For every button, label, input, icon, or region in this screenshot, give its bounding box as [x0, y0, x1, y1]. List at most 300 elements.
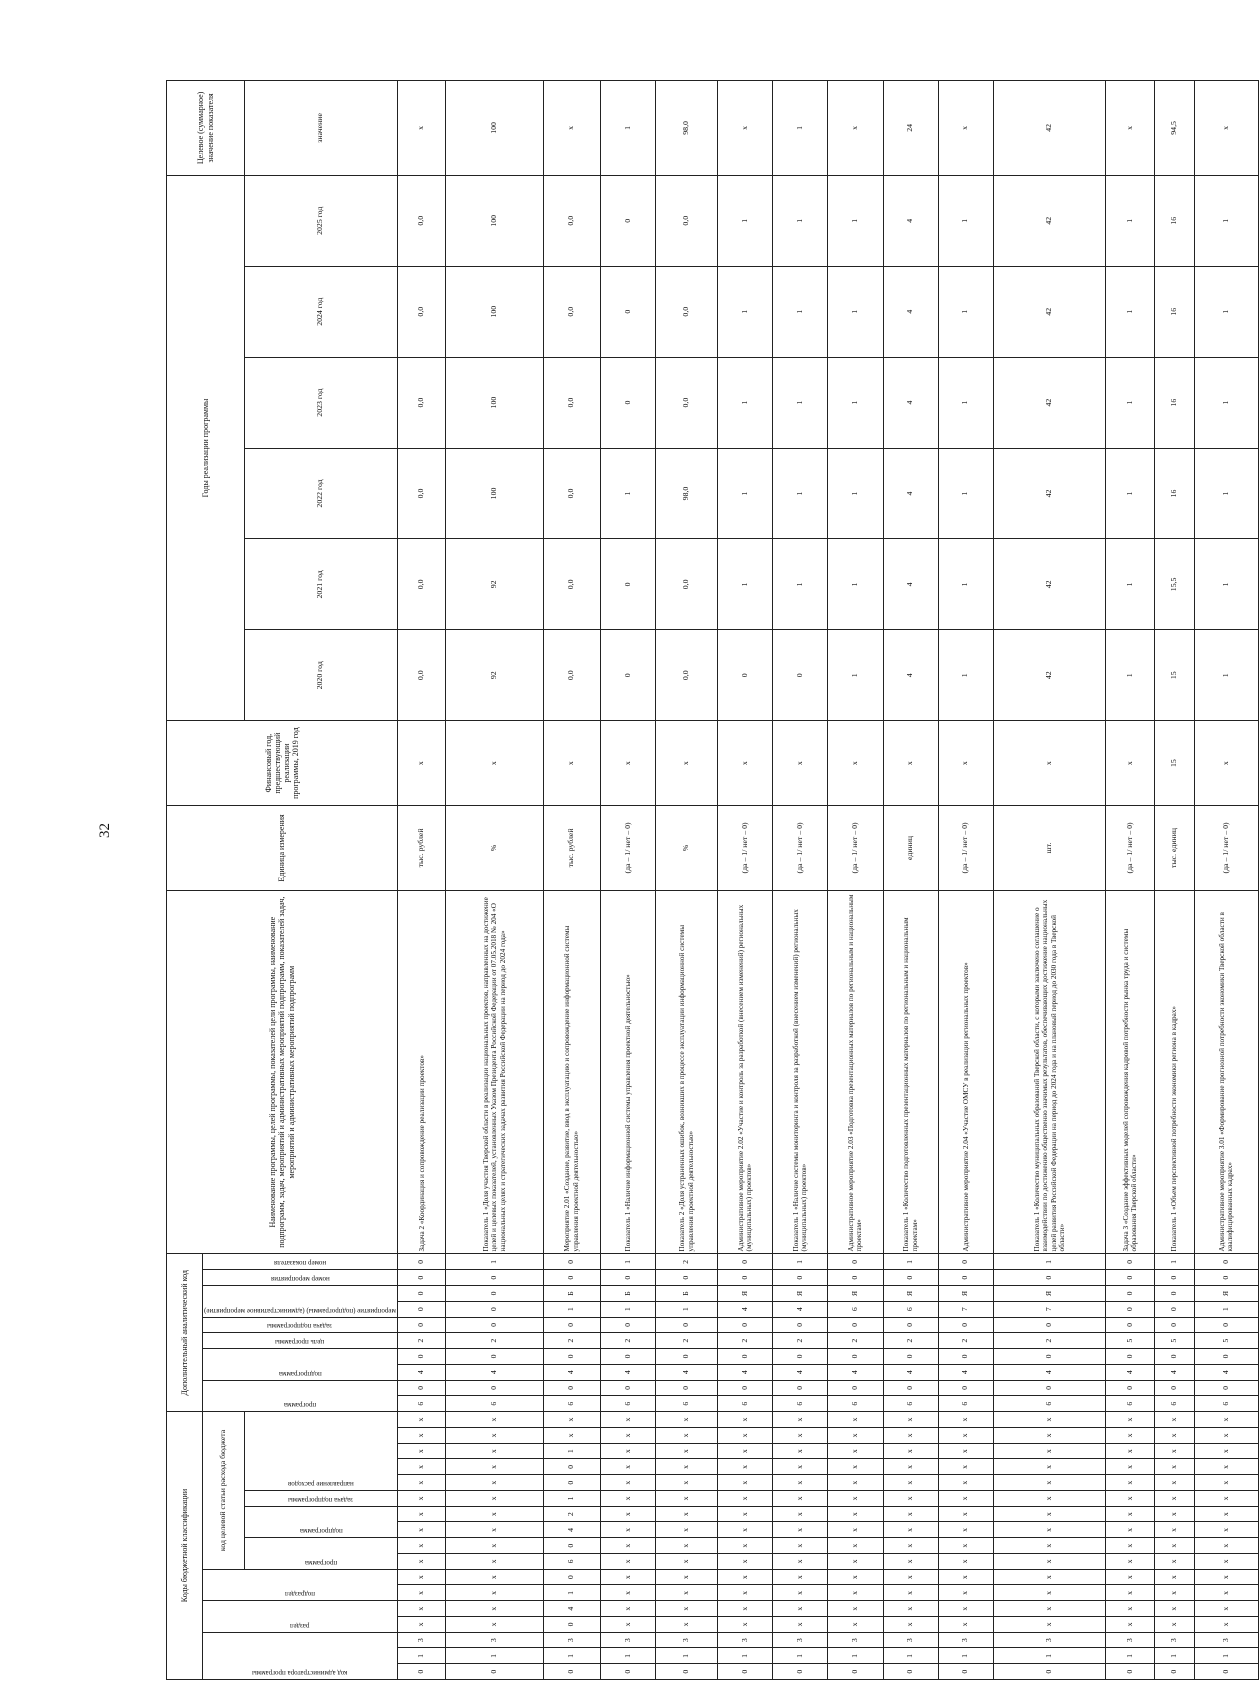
budget-code-cell: x: [1194, 1601, 1258, 1617]
additional-code-cell: 7: [938, 1301, 993, 1317]
budget-code-cell: x: [1106, 1428, 1155, 1444]
budget-code-cell: 3: [828, 1632, 883, 1648]
row-name: Административное мероприятие 3.01 «Формирование прогнозной потребности экономики Тверской области в квалифицированных кадрах»: [1194, 890, 1258, 1254]
budget-code-cell: x: [993, 1569, 1106, 1585]
row-base-year-value: x: [1194, 721, 1258, 806]
additional-code-cell: 0: [1155, 1349, 1195, 1365]
additional-code-cell: 0: [883, 1270, 938, 1286]
budget-code-cell: x: [1194, 1617, 1258, 1633]
budget-code-cell: x: [600, 1459, 655, 1475]
row-year-value: 1: [717, 448, 772, 539]
row-year-value: 1: [1106, 539, 1155, 630]
additional-code-cell: 6: [397, 1396, 446, 1412]
budget-code-cell: x: [773, 1617, 828, 1633]
row-year-value: 1: [717, 175, 772, 266]
budget-code-cell: x: [656, 1428, 718, 1444]
budget-code-cell: x: [773, 1506, 828, 1522]
program-table: [166, 80, 1259, 1680]
additional-code-cell: 6: [1155, 1396, 1195, 1412]
row-year-value: 0,0: [397, 175, 446, 266]
additional-code-cell: 1: [1194, 1301, 1258, 1317]
row-year-value: 1: [828, 175, 883, 266]
budget-code-cell: x: [600, 1554, 655, 1570]
budget-code-cell: 3: [397, 1632, 446, 1648]
additional-code-cell: 6: [543, 1396, 600, 1412]
page-number: 32: [97, 823, 113, 838]
table-row: [1106, 81, 1155, 1680]
budget-code-cell: 1: [656, 1648, 718, 1664]
additional-code-cell: 0: [397, 1380, 446, 1396]
additional-code-cell: 0: [1155, 1270, 1195, 1286]
budget-code-cell: 0: [1194, 1664, 1258, 1680]
row-year-value: 0,0: [397, 630, 446, 721]
budget-code-cell: x: [1194, 1554, 1258, 1570]
budget-code-cell: 0: [543, 1459, 600, 1475]
row-name: Административное мероприятие 2.02 «Участие и контроль за разработкой (внесением изменений) региональных (муниципальных) проектов»: [717, 890, 772, 1254]
row-unit: (да – 1/ нет – 0): [717, 806, 772, 891]
additional-code-cell: 0: [446, 1317, 543, 1333]
additional-code-cell: 0: [938, 1317, 993, 1333]
budget-code-cell: x: [883, 1617, 938, 1633]
additional-code-cell: Б: [600, 1286, 655, 1302]
budget-code-cell: 3: [938, 1632, 993, 1648]
additional-code-cell: 0: [938, 1380, 993, 1396]
budget-code-cell: x: [717, 1459, 772, 1475]
budget-code-cell: x: [717, 1428, 772, 1444]
additional-code-cell: 1: [543, 1301, 600, 1317]
budget-code-cell: x: [656, 1443, 718, 1459]
row-unit: тыс. рублей: [543, 806, 600, 891]
budget-code-cell: 0: [717, 1664, 772, 1680]
year-header-4: 2024 год: [245, 266, 398, 357]
additional-code-cell: 2: [397, 1333, 446, 1349]
budget-code-cell: x: [600, 1601, 655, 1617]
table-row: [828, 81, 883, 1680]
budget-code-cell: x: [773, 1601, 828, 1617]
row-name: Показатель 1 «Доля участия Тверской области в реализации национальных проектов, направленных на достижение целей и целевых показателей, установленных Указом Президента Российской Федерации от 07.05.2018 № 204 «О национальных целях и стратегических задачах развития Российской Федерации на период до 2024 года»: [446, 890, 543, 1254]
budget-code-cell: x: [1194, 1443, 1258, 1459]
row-year-value: 0,0: [656, 630, 718, 721]
additional-code-cell: 5: [1194, 1333, 1258, 1349]
budget-code-cell: x: [656, 1585, 718, 1601]
row-target-value: x: [828, 81, 883, 176]
additional-code-cell: 6: [446, 1396, 543, 1412]
row-year-value: 1: [1106, 266, 1155, 357]
row-year-value: 1: [828, 266, 883, 357]
row-target-value: x: [938, 81, 993, 176]
budget-code-cell: x: [1194, 1475, 1258, 1491]
budget-code-cell: x: [600, 1506, 655, 1522]
budget-code-cell: 3: [1155, 1632, 1195, 1648]
row-name: Показатель 1 «Наличие информационной системы управления проектной деятельностью»: [600, 890, 655, 1254]
additional-code-cell: 0: [1155, 1317, 1195, 1333]
budget-code-cell: x: [828, 1412, 883, 1428]
row-year-value: 0: [717, 630, 772, 721]
row-year-value: 0: [600, 266, 655, 357]
budget-code-cell: x: [397, 1412, 446, 1428]
budget-code-cell: x: [600, 1443, 655, 1459]
budget-code-cell: x: [883, 1443, 938, 1459]
budget-code-cell: x: [773, 1585, 828, 1601]
row-year-value: 0,0: [543, 448, 600, 539]
budget-code-cell: x: [1194, 1585, 1258, 1601]
budget-code-cell: x: [717, 1506, 772, 1522]
budget-code-cell: x: [1194, 1459, 1258, 1475]
row-base-year-value: x: [828, 721, 883, 806]
budget-code-cell: x: [773, 1538, 828, 1554]
budget-code-cell: x: [773, 1428, 828, 1444]
budget-code-cell: x: [993, 1459, 1106, 1475]
row-year-value: 16: [1155, 266, 1195, 357]
budget-code-cell: x: [828, 1475, 883, 1491]
row-unit: (да – 1/ нет – 0): [600, 806, 655, 891]
budget-code-cell: x: [1106, 1412, 1155, 1428]
row-target-value: 94,5: [1155, 81, 1195, 176]
additional-code-cell: 0: [600, 1349, 655, 1365]
budget-code-cell: x: [1106, 1617, 1155, 1633]
budget-code-cell: x: [1194, 1538, 1258, 1554]
additional-code-cell: 2: [828, 1333, 883, 1349]
additional-code-cell: 2: [773, 1333, 828, 1349]
budget-code-cell: x: [717, 1475, 772, 1491]
additional-code-cell: 0: [1194, 1254, 1258, 1270]
additional-code-cell: 4: [656, 1364, 718, 1380]
dac-activity-header: мероприятие (подпрограммы) (административное мероприятие): [203, 1286, 398, 1318]
budget-code-cell: x: [446, 1538, 543, 1554]
row-base-year-value: x: [1106, 721, 1155, 806]
budget-code-cell: x: [397, 1443, 446, 1459]
subsection-header: подраздел: [203, 1569, 398, 1601]
row-year-value: 15,5: [1155, 539, 1195, 630]
row-name: Административное мероприятие 2.04 «Участие ОМСУ в реализации региональных проектов»: [938, 890, 993, 1254]
additional-code-cell: 6: [883, 1396, 938, 1412]
budget-code-cell: x: [446, 1428, 543, 1444]
budget-code-cell: x: [883, 1554, 938, 1570]
budget-code-cell: x: [717, 1585, 772, 1601]
row-year-value: 1: [938, 448, 993, 539]
budget-code-cell: x: [397, 1522, 446, 1538]
row-unit: (да – 1/ нет – 0): [938, 806, 993, 891]
budget-code-cell: x: [938, 1538, 993, 1554]
budget-code-cell: 0: [938, 1664, 993, 1680]
budget-code-cell: x: [773, 1412, 828, 1428]
budget-code-cell: 0: [993, 1664, 1106, 1680]
additional-code-cell: 0: [446, 1380, 543, 1396]
budget-code-cell: x: [993, 1412, 1106, 1428]
additional-code-cell: 1: [656, 1301, 718, 1317]
unit-header: Единица измерения: [167, 806, 398, 891]
row-year-value: 0: [600, 630, 655, 721]
budget-code-cell: x: [1106, 1443, 1155, 1459]
budget-code-cell: x: [446, 1475, 543, 1491]
budget-code-cell: x: [1155, 1601, 1195, 1617]
budget-code-cell: x: [828, 1538, 883, 1554]
budget-code-cell: x: [1155, 1506, 1195, 1522]
budget-code-cell: x: [543, 1428, 600, 1444]
admin-code-header: код администратора программы: [203, 1632, 398, 1679]
additional-code-cell: 4: [397, 1364, 446, 1380]
additional-code-cell: 2: [656, 1333, 718, 1349]
row-year-value: 0,0: [397, 448, 446, 539]
budget-code-cell: x: [656, 1538, 718, 1554]
row-year-value: 100: [446, 175, 543, 266]
additional-code-cell: 4: [828, 1364, 883, 1380]
budget-code-cell: x: [1155, 1428, 1195, 1444]
row-year-value: 0,0: [543, 357, 600, 448]
additional-code-cell: 0: [717, 1317, 772, 1333]
additional-code-cell: Б: [656, 1286, 718, 1302]
additional-code-cell: 0: [717, 1254, 772, 1270]
additional-code-cell: 2: [717, 1333, 772, 1349]
budget-code-cell: x: [600, 1491, 655, 1507]
subprogram-header: подпрограмма: [245, 1506, 398, 1538]
row-year-value: 1: [1194, 630, 1258, 721]
additional-code-cell: 0: [397, 1317, 446, 1333]
row-target-value: x: [717, 81, 772, 176]
budget-code-cell: x: [397, 1506, 446, 1522]
table-row: [1155, 81, 1195, 1680]
budget-code-cell: x: [993, 1522, 1106, 1538]
row-year-value: 42: [993, 175, 1106, 266]
additional-code-cell: 4: [1106, 1364, 1155, 1380]
budget-code-cell: x: [993, 1506, 1106, 1522]
budget-code-cell: 1: [600, 1648, 655, 1664]
budget-code-cell: x: [1155, 1491, 1195, 1507]
budget-code-cell: x: [446, 1443, 543, 1459]
row-target-value: 42: [993, 81, 1106, 176]
row-name: Административное мероприятие 2.03 «Подготовка презентационных материалов по региональным и национальным проектам»: [828, 890, 883, 1254]
dac-task-header: задача подпрограммы: [203, 1317, 398, 1333]
budget-code-cell: x: [600, 1412, 655, 1428]
additional-code-cell: Я: [938, 1286, 993, 1302]
row-year-value: 0,0: [656, 175, 718, 266]
additional-code-cell: 1: [773, 1254, 828, 1270]
table-row: [993, 81, 1106, 1680]
budget-code-cell: x: [883, 1585, 938, 1601]
row-year-value: 0,0: [656, 539, 718, 630]
additional-code-cell: 0: [543, 1349, 600, 1365]
additional-code-cell: 6: [656, 1396, 718, 1412]
row-year-value: 42: [993, 266, 1106, 357]
budget-code-cell: 3: [446, 1632, 543, 1648]
year-header-1: 2021 год: [245, 539, 398, 630]
budget-code-cell: x: [883, 1459, 938, 1475]
dac-goal-header: цель программы: [203, 1333, 398, 1349]
row-base-year-value: x: [600, 721, 655, 806]
row-year-value: 1: [1194, 175, 1258, 266]
additional-code-cell: 0: [773, 1349, 828, 1365]
budget-code-cell: 1: [1155, 1648, 1195, 1664]
additional-code-cell: 6: [717, 1396, 772, 1412]
budget-code-cell: x: [828, 1554, 883, 1570]
additional-code-cell: 0: [446, 1270, 543, 1286]
additional-code-cell: 0: [1194, 1349, 1258, 1365]
budget-code-cell: 1: [397, 1648, 446, 1664]
year-header-3: 2023 год: [245, 357, 398, 448]
table-row: [938, 81, 993, 1680]
budget-code-cell: 1: [883, 1648, 938, 1664]
budget-code-cell: x: [1106, 1585, 1155, 1601]
additional-code-cell: 4: [1155, 1364, 1195, 1380]
budget-code-cell: x: [938, 1459, 993, 1475]
additional-code-cell: 4: [446, 1364, 543, 1380]
budget-code-cell: x: [773, 1522, 828, 1538]
budget-code-cell: x: [883, 1412, 938, 1428]
row-year-value: 0: [600, 175, 655, 266]
row-year-value: 1: [938, 175, 993, 266]
row-unit: %: [656, 806, 718, 891]
row-target-value: x: [397, 81, 446, 176]
row-name: Показатель 1 «Объем перспективной потребности экономики региона в кадрах»: [1155, 890, 1195, 1254]
row-year-value: 1: [717, 266, 772, 357]
budget-code-cell: x: [717, 1412, 772, 1428]
budget-code-cell: 0: [773, 1664, 828, 1680]
additional-code-cell: 0: [993, 1270, 1106, 1286]
budget-code-cell: x: [1155, 1459, 1195, 1475]
additional-code-cell: 0: [938, 1254, 993, 1270]
budget-code-cell: 3: [1106, 1632, 1155, 1648]
additional-code-cell: 6: [828, 1396, 883, 1412]
budget-code-cell: x: [883, 1506, 938, 1522]
budget-code-cell: x: [1106, 1522, 1155, 1538]
row-year-value: 16: [1155, 357, 1195, 448]
budget-code-cell: x: [938, 1412, 993, 1428]
row-year-value: 1: [1106, 630, 1155, 721]
row-name: Показатель 1 «Количество муниципальных образований Тверской области, с которыми заключено соглашение о взаимодействии по достижению общественно значимых результатов, обеспечивающих достижение национальных целей развития Российской Федерации на период до 2024 года и на плановый период до 2030 года в Тверской области»: [993, 890, 1106, 1254]
budget-code-cell: 4: [543, 1522, 600, 1538]
row-name: Показатель 1 «Наличие системы мониторинга и контроля за разработкой (внесением изменений) региональных (муниципальных) проектов»: [773, 890, 828, 1254]
budget-code-cell: x: [883, 1428, 938, 1444]
budget-code-cell: x: [828, 1428, 883, 1444]
budget-code-cell: x: [1155, 1443, 1195, 1459]
budget-code-cell: x: [938, 1475, 993, 1491]
row-year-value: 92: [446, 539, 543, 630]
additional-code-cell: 0: [600, 1270, 655, 1286]
additional-code-cell: 4: [543, 1364, 600, 1380]
budget-code-cell: 6: [543, 1554, 600, 1570]
row-year-value: 1: [773, 357, 828, 448]
row-year-value: 1: [773, 175, 828, 266]
additional-code-cell: 6: [600, 1396, 655, 1412]
budget-code-cell: x: [1106, 1554, 1155, 1570]
budget-code-cell: x: [656, 1617, 718, 1633]
budget-code-cell: x: [600, 1475, 655, 1491]
additional-code-cell: 0: [656, 1270, 718, 1286]
budget-code-cell: x: [446, 1491, 543, 1507]
budget-code-cell: x: [600, 1585, 655, 1601]
row-year-value: 0,0: [397, 266, 446, 357]
additional-code-cell: 0: [1155, 1380, 1195, 1396]
row-base-year-value: x: [656, 721, 718, 806]
additional-code-cell: 0: [1106, 1270, 1155, 1286]
additional-code-cell: 1: [1155, 1254, 1195, 1270]
budget-code-cell: 0: [656, 1664, 718, 1680]
budget-code-cell: 3: [656, 1632, 718, 1648]
row-unit: шт.: [993, 806, 1106, 891]
budget-code-cell: x: [828, 1617, 883, 1633]
budget-code-cell: x: [656, 1412, 718, 1428]
budget-code-cell: x: [883, 1601, 938, 1617]
budget-code-cell: 1: [1106, 1648, 1155, 1664]
budget-code-cell: x: [828, 1506, 883, 1522]
additional-code-cell: 0: [938, 1349, 993, 1365]
dac-indicator-number-header: номер показателя: [203, 1254, 398, 1270]
budget-code-cell: x: [397, 1428, 446, 1444]
additional-code-cell: Я: [773, 1286, 828, 1302]
budget-code-cell: 3: [883, 1632, 938, 1648]
row-year-value: 4: [883, 539, 938, 630]
row-year-value: 1: [1194, 448, 1258, 539]
budget-code-cell: 0: [543, 1617, 600, 1633]
budget-code-cell: x: [1155, 1412, 1195, 1428]
additional-code-cell: 0: [993, 1380, 1106, 1396]
row-year-value: 92: [446, 630, 543, 721]
additional-code-cell: Я: [828, 1286, 883, 1302]
row-unit: (да – 1/ нет – 0): [1194, 806, 1258, 891]
budget-code-cell: x: [717, 1491, 772, 1507]
additional-code-cell: 0: [773, 1270, 828, 1286]
years-group-header: Годы реализации программы: [167, 175, 245, 720]
additional-code-cell: 2: [938, 1333, 993, 1349]
budget-code-cell: x: [938, 1585, 993, 1601]
additional-code-cell: Я: [993, 1286, 1106, 1302]
budget-code-cell: x: [773, 1459, 828, 1475]
budget-code-cell: 0: [543, 1475, 600, 1491]
row-year-value: 98,0: [656, 448, 718, 539]
row-year-value: 1: [828, 630, 883, 721]
additional-code-cell: 0: [883, 1349, 938, 1365]
row-year-value: 16: [1155, 175, 1195, 266]
table-row: [600, 81, 655, 1680]
year-header-5: 2025 год: [245, 175, 398, 266]
rotated-table-sheet: [166, 80, 1235, 1680]
additional-code-cell: 0: [397, 1254, 446, 1270]
additional-code-cell: 0: [1106, 1349, 1155, 1365]
budget-code-cell: x: [828, 1601, 883, 1617]
row-year-value: 100: [446, 266, 543, 357]
additional-code-cell: 0: [773, 1317, 828, 1333]
additional-code-cell: 0: [1106, 1301, 1155, 1317]
dac-program-header: программа: [203, 1380, 398, 1412]
additional-code-cell: 0: [446, 1349, 543, 1365]
additional-code-cell: 0: [1194, 1317, 1258, 1333]
row-year-value: 1: [1106, 175, 1155, 266]
program-header: программа: [245, 1538, 398, 1570]
additional-code-cell: 0: [397, 1270, 446, 1286]
budget-code-cell: x: [656, 1475, 718, 1491]
row-year-value: 4: [883, 175, 938, 266]
row-base-year-value: x: [397, 721, 446, 806]
budget-code-cell: x: [600, 1522, 655, 1538]
row-year-value: 1: [828, 357, 883, 448]
additional-code-cell: 6: [773, 1396, 828, 1412]
additional-code-cell: 0: [600, 1317, 655, 1333]
budget-code-cell: 1: [993, 1648, 1106, 1664]
budget-code-cell: x: [656, 1506, 718, 1522]
additional-code-cell: 4: [600, 1364, 655, 1380]
row-base-year-value: x: [883, 721, 938, 806]
budget-code-cell: x: [1106, 1475, 1155, 1491]
additional-code-cell: 0: [446, 1286, 543, 1302]
additional-code-cell: 6: [828, 1301, 883, 1317]
budget-code-cell: 3: [600, 1632, 655, 1648]
additional-code-cell: Б: [543, 1286, 600, 1302]
additional-code-cell: 0: [543, 1380, 600, 1396]
budget-code-cell: x: [656, 1601, 718, 1617]
additional-code-cell: 1: [600, 1301, 655, 1317]
row-year-value: 0: [600, 357, 655, 448]
row-year-value: 1: [1106, 357, 1155, 448]
